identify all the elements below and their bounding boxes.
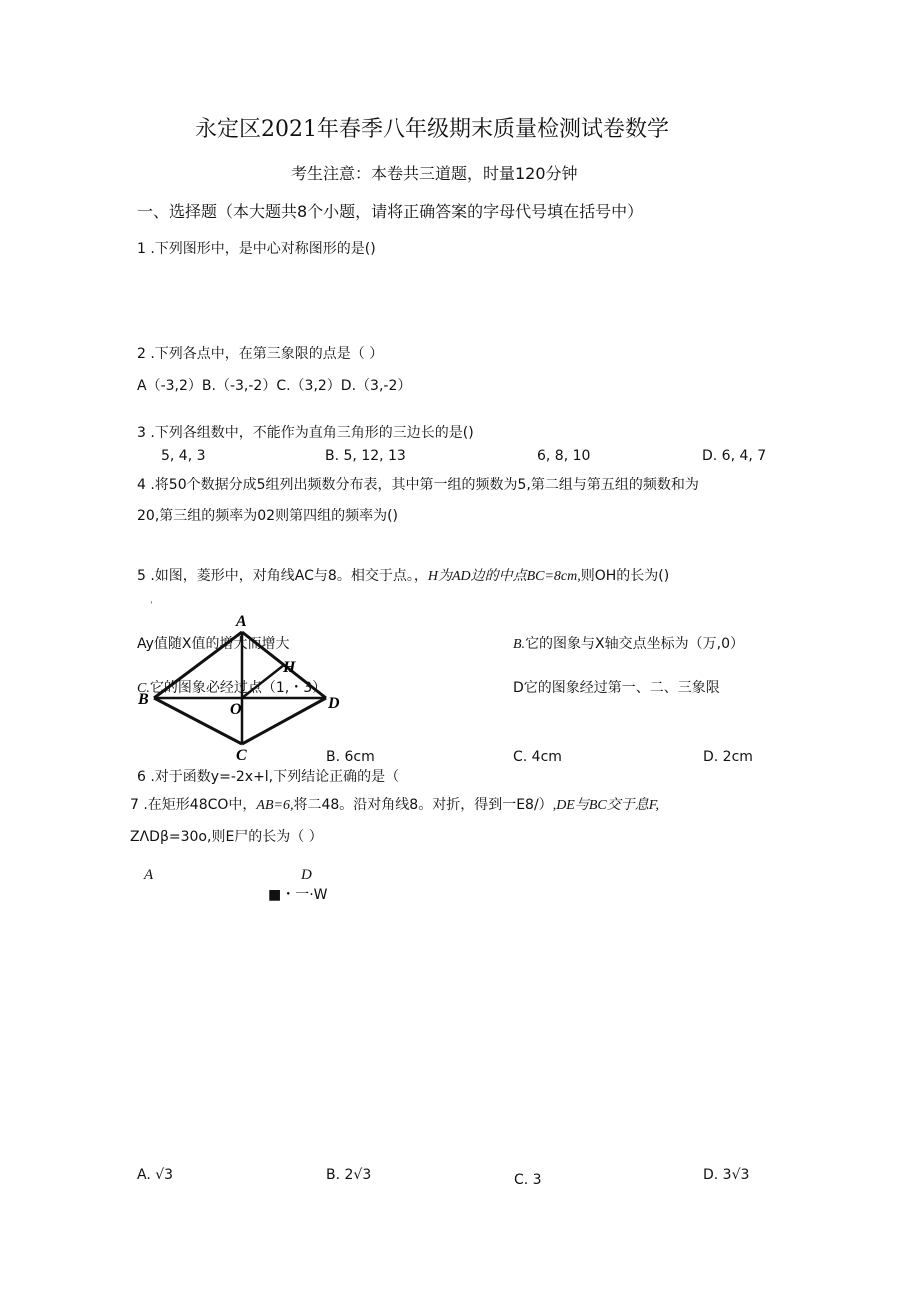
label-h: H <box>283 659 296 676</box>
question-3-option-d: D. 6, 4, 7 <box>702 448 767 464</box>
question-6-option-b-prefix: B. <box>513 637 526 652</box>
figure-label-a: A <box>144 867 154 883</box>
question-2-options: A（-3,2）B.（-3,-2）C.（3,2）D.（3,-2） <box>137 378 412 394</box>
question-7-option-a: A. √3 <box>137 1167 174 1183</box>
question-6-option-b-text: 它的图象与X轴交点坐标为（万,0） <box>525 636 745 652</box>
question-6-option-b <box>513 635 744 654</box>
question-7-option-d: D. 3√3 <box>703 1167 750 1183</box>
question-7-option-b: B. 2√3 <box>326 1167 372 1183</box>
label-d: D <box>328 695 340 712</box>
question-5-option-d: D. 2cm <box>703 749 753 765</box>
question-1: 1 .下列图形中，是中心对称图形的是() <box>137 241 376 257</box>
question-5-text-italic: H为AD边的中点BC=8cm, <box>427 569 581 584</box>
page-title: 永定区2021年春季八年级期末质量检测试卷数学 <box>195 117 669 142</box>
question-2: 2 .下列各点中，在第三象限的点是（ ） <box>137 346 384 362</box>
label-c: C <box>236 747 247 764</box>
question-6: 6 .对于函数y=-2x+l,下列结论正确的是（ <box>137 769 400 785</box>
question-6-option-a: Ay值随X值的增大而增大 <box>137 636 290 652</box>
question-5 <box>137 567 669 586</box>
stray-mark: ' <box>150 600 153 611</box>
question-6-option-c-prefix: C. <box>137 681 150 696</box>
exam-notice: 考生注意：本卷共三道题，时量120分钟 <box>291 164 578 183</box>
question-5-option-c: C. 4cm <box>513 749 562 765</box>
question-7-italic-1: AB=6, <box>256 798 294 813</box>
figure-fragment: ■・一·W <box>268 887 328 903</box>
label-o: O <box>230 701 242 718</box>
label-a: A <box>236 613 247 630</box>
question-7-line-1 <box>130 796 659 815</box>
question-4-line-2: 20,第三组的频率为02则第四组的频率为() <box>137 508 399 524</box>
question-5-text-start: 5 .如图，菱形中，对角线AC与8。相交于点。， <box>137 568 428 584</box>
question-6-option-c-text: 它的图象必经过点（1,・3） <box>149 680 327 696</box>
question-3: 3 .下列各组数中，不能作为直角三角形的三边长的是() <box>137 425 474 441</box>
question-7-line-2: ZΛDβ=30o,则E尸的长为（ ） <box>130 829 323 845</box>
question-5-option-b: B. 6cm <box>326 749 375 765</box>
section-heading: 一、选择题（本大题共8个小题，请将正确答案的字母代号填在括号中） <box>137 202 644 221</box>
question-7-text-start: 7 .在矩形48CO中， <box>130 797 257 813</box>
question-6-option-c <box>137 679 326 698</box>
question-3-option-a: 5, 4, 3 <box>161 448 206 464</box>
question-5-text-end: 则OH的长为() <box>580 568 670 584</box>
question-7-text-mid: 将二48。沿对角线8。对折，得到一E8/） <box>293 797 553 813</box>
question-6-option-d: D它的图象经过第一、二、三象限 <box>513 680 720 696</box>
figure-label-d: D <box>301 867 312 883</box>
question-4-line-1: 4 .将50个数据分成5组列出频数分布表，其中第一组的频数为5,第二组与第五组的频数和为 <box>137 477 699 493</box>
question-7-italic-2: ,DE与BC交于息F, <box>552 798 659 813</box>
question-3-option-c: 6, 8, 10 <box>537 448 591 464</box>
label-b: B <box>138 691 149 708</box>
question-7-option-c: C. 3 <box>514 1172 542 1188</box>
question-3-option-b: B. 5, 12, 13 <box>325 448 406 464</box>
